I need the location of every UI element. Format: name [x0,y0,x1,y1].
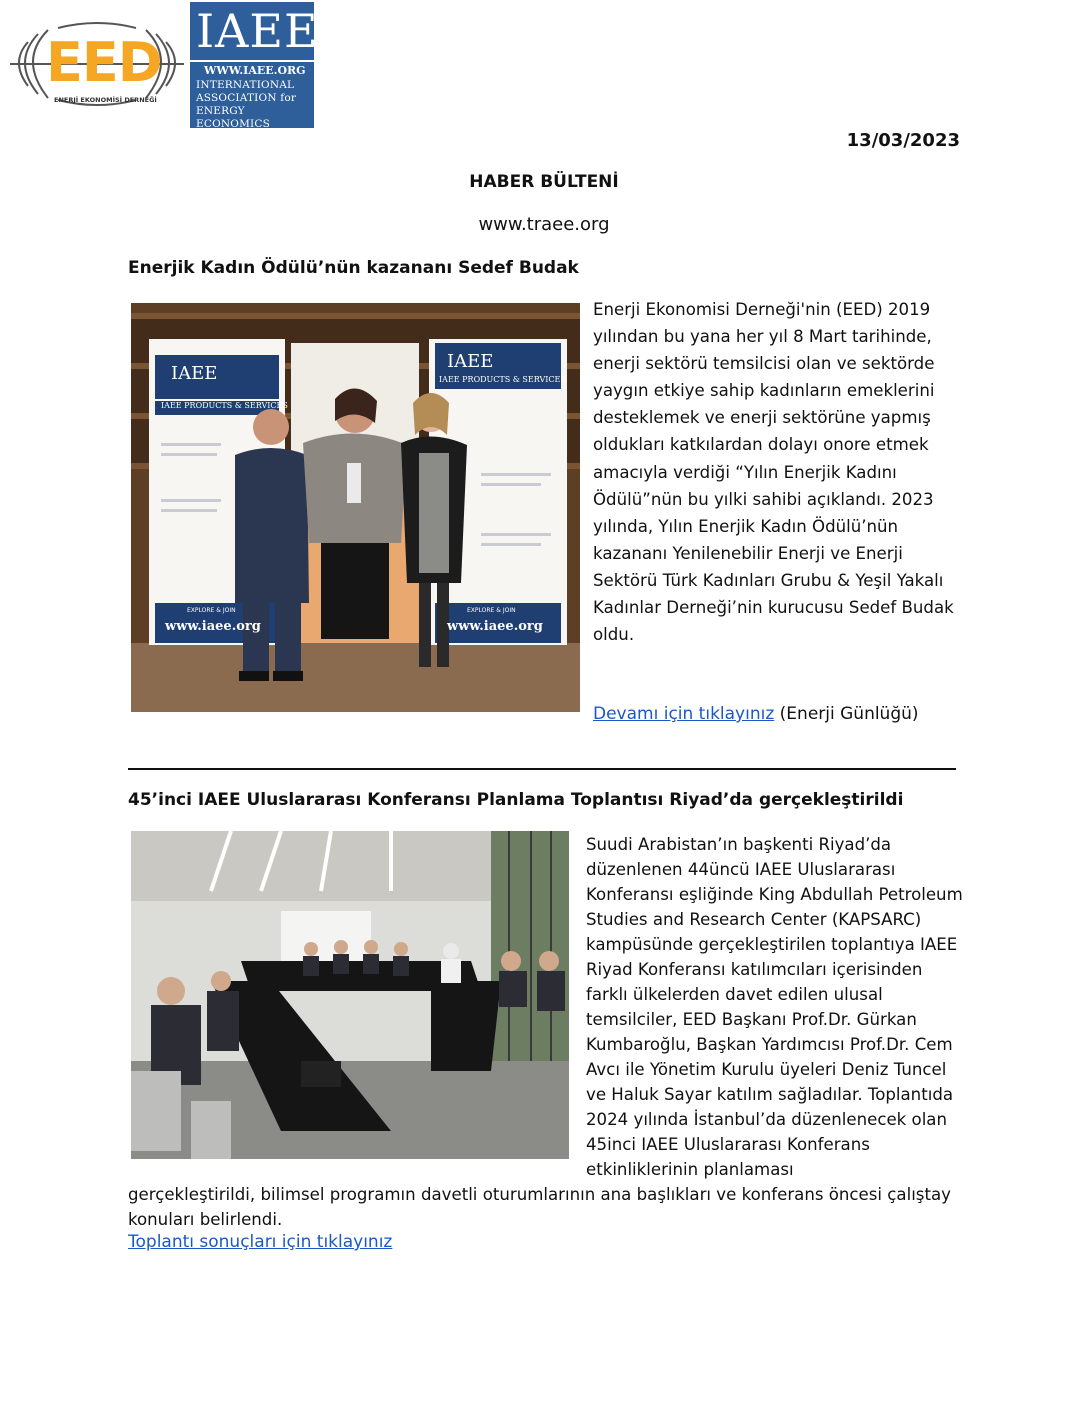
article1-headline: Enerjik Kadın Ödülü’nün kazananı Sedef Budak [128,258,579,278]
left-banner-footer: EXPLORE & JOIN [187,607,236,614]
article1-body: Enerji Ekonomisi Derneği'nin (EED) 2019 yılından bu yana her yıl 8 Mart tarihinde, enerji sektörü temsilcisi olan ve sektörde yaygın etkiye sahip kadınların emeklerini desteklemek ve enerji sektörüne yapmış oldukları katkılardan dolayı onore etmek amacıyla verdiği “Yılın Enerjik Kadını Ödülü”nün bu yılki sahibi açıklandı. 2023 yılında, Yılın Enerjik Kadın Ödülü’nün kazananı Yenilenebilir Enerji ve Enerji Sektörü Türk Kadınları Grubu & Yeşil Yakalı Kadınlar Derneği’nin kurucusu Sedef Budak oldu. [593,300,954,645]
iaee-url: WWW.IAEE.ORG [204,64,306,77]
article1-link-source: (Enerji Günlüğü) [774,704,919,724]
right-banner-brand: IAEE [447,351,494,372]
newsletter-date: 13/03/2023 [846,130,960,151]
article2-meeting-photo [131,831,569,1159]
article2-headline: 45’inci IAEE Uluslararası Konferansı Planlama Toplantısı Riyad’da gerçekleştirildi [128,790,904,810]
website-url: www.traee.org [478,214,610,235]
iaee-wordmark: IAEE [196,4,319,58]
article2-body-continued: gerçekleştirildi, bilimsel programın davetli oturumlarının ana başlıkları ve konferans öncesi çalıştay konuları belirlendi. [128,1185,951,1229]
eed-caption: ENERJİ EKONOMİSİ DERNEĞİ [54,96,157,104]
article1-link-line [593,704,919,724]
eed-wordmark: EED [46,31,162,94]
article2-link-line [128,1232,392,1252]
eed-logo [8,20,186,112]
right-banner-footer: EXPLORE & JOIN [467,607,516,614]
left-banner-url: www.iaee.org [165,619,261,634]
article2-results-link[interactable]: Toplantı sonuçları için tıklayınız [128,1232,393,1252]
left-banner-heading: IAEE PRODUCTS & SERVICES [161,401,288,410]
iaee-logo [190,2,319,130]
left-banner-brand: IAEE [171,363,218,384]
section-divider [128,768,956,770]
article1-read-more-link[interactable]: Devamı için tıklayınız [593,704,775,724]
article2-body-wrapped: Suudi Arabistan’ın başkenti Riyad’da düzenlenen 44üncü IAEE Uluslararası Konferansı eşliğinde King Abdullah Petroleum Studies and Research Center (KAPSARC) kampüsünde gerçekleştirilen toplantıya IAEE Riyad Konferansı katılımcıları içerisinden farklı ülkelerden davet edilen ulusal temsilciler, EED Başkanı Prof.Dr. Gürkan Kumbaroğlu, Başkan Yardımcısı Prof.Dr. Cem Avcı ile Yönetim Kurulu üyeleri Deniz Tuncel ve Haluk Sayar katılım sağladılar. Toplantıda 2024 yılında İstanbul’da düzenlenecek olan 45inci IAEE Uluslararası Konferans etkinliklerinin planlaması [586,835,963,1179]
article1-award-photo [131,303,580,712]
right-banner-heading: IAEE PRODUCTS & SERVICES [439,375,566,384]
newsletter-title: HABER BÜLTENİ [469,172,619,192]
right-banner-url: www.iaee.org [447,619,543,634]
iaee-tagline: INTERNATIONAL ASSOCIATION for ENERGY ECONOMICS [196,79,297,130]
